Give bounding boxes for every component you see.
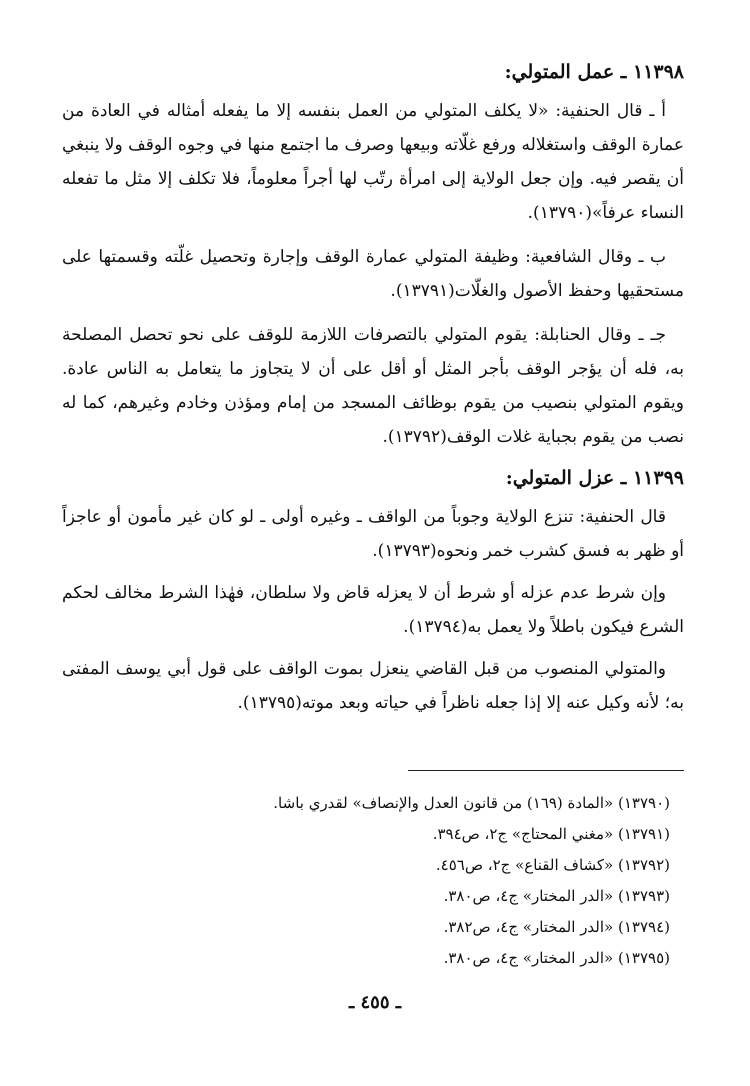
paragraph-hanafi-dismissal: قال الحنفية: تنزع الولاية وجوباً من الواقف ـ وغيره أولى ـ لو كان غير مأمون أو عاجزاً أو ظهر به فسق كشرب خمر ونحوه(١٣٧٩٣).	[62, 507, 684, 561]
section-heading-dismissal-of-mutawalli: ١١٣٩٩ ـ عزل المتولي:	[505, 467, 684, 489]
footnote-13792: (١٣٧٩٢) «كشاف القناع» ج٢، ص٤٥٦.	[435, 856, 670, 874]
footnote-13791: (١٣٧٩١) «مغني المحتاج» ج٢، ص٣٩٤.	[432, 825, 670, 843]
footnotes	[62, 788, 684, 974]
footnote-13795: (١٣٧٩٥) «الدر المختار» ج٤، ص٣٨٠.	[443, 949, 670, 967]
paragraph-condition-invalid: وإن شرط عدم عزله أو شرط أن لا يعزله قاض ولا سلطان، فهٰذا الشرط مخالف لحكم الشرع فيكون باطلاً ولا يعمل به(١٣٧٩٤).	[62, 583, 684, 637]
paragraph-hanafi-work: أ ـ قال الحنفية: «لا يكلف المتولي من العمل بنفسه إلا ما يفعله أمثاله في العادة من عمارة الوقف واستغلاله ورفع غلّاته وبيعها وصرف ما اجتمع منها في وجوه الوقف ولا ينبغي أن يقصر فيه. وإن جعل الولاية إلى امرأة رتّب لها أجراً معلوماً، فلا تكلف إلا مثل ما تفعله النساء عرفاً»(١٣٧٩٠).	[62, 101, 684, 223]
paragraph-shafii-work: ب ـ وقال الشافعية: وظيفة المتولي عمارة الوقف وإجارة وتحصيل غلّته وقسمتها على مستحقيها وحفظ الأصول والغلّات(١٣٧٩١).	[62, 247, 684, 301]
page-number: ـ ٤٥٥ ـ	[348, 992, 402, 1013]
footnote-13794: (١٣٧٩٤) «الدر المختار» ج٤، ص٣٨٢.	[443, 918, 670, 936]
footnote-13793: (١٣٧٩٣) «الدر المختار» ج٤، ص٣٨٠.	[443, 887, 670, 905]
paragraph-hanbali-work: جـ ـ وقال الحنابلة: يقوم المتولي بالتصرفات اللازمة للوقف على نحو تحصل المصلحة به، فله أن يؤجر الوقف بأجر المثل أو أقل على أن لا يتجاوز ما يتعامل به الناس عادة. ويقوم المتولي بنصيب من يقوم بوظائف المسجد من إمام ومؤذن وخادم وغيرهم، كما له نصب من يقوم بجباية غلات الوقف(١٣٧٩٢).	[62, 325, 684, 447]
footnote-13790: (١٣٧٩٠) «المادة (١٦٩) من قانون العدل والإنصاف» لقدري باشا.	[273, 794, 670, 812]
paragraph-appointed-by-judge: والمتولي المنصوب من قبل القاضي ينعزل بموت الواقف على قول أبي يوسف المفتى به؛ لأنه وكيل عنه إلا إذا جعله ناظراً في حياته وبعد موته(١٣٧٩٥).	[62, 659, 684, 713]
page-body	[62, 50, 684, 728]
footnote-separator	[408, 770, 684, 771]
section-heading-work-of-mutawalli: ١١٣٩٨ ـ عمل المتولي:	[504, 61, 684, 83]
